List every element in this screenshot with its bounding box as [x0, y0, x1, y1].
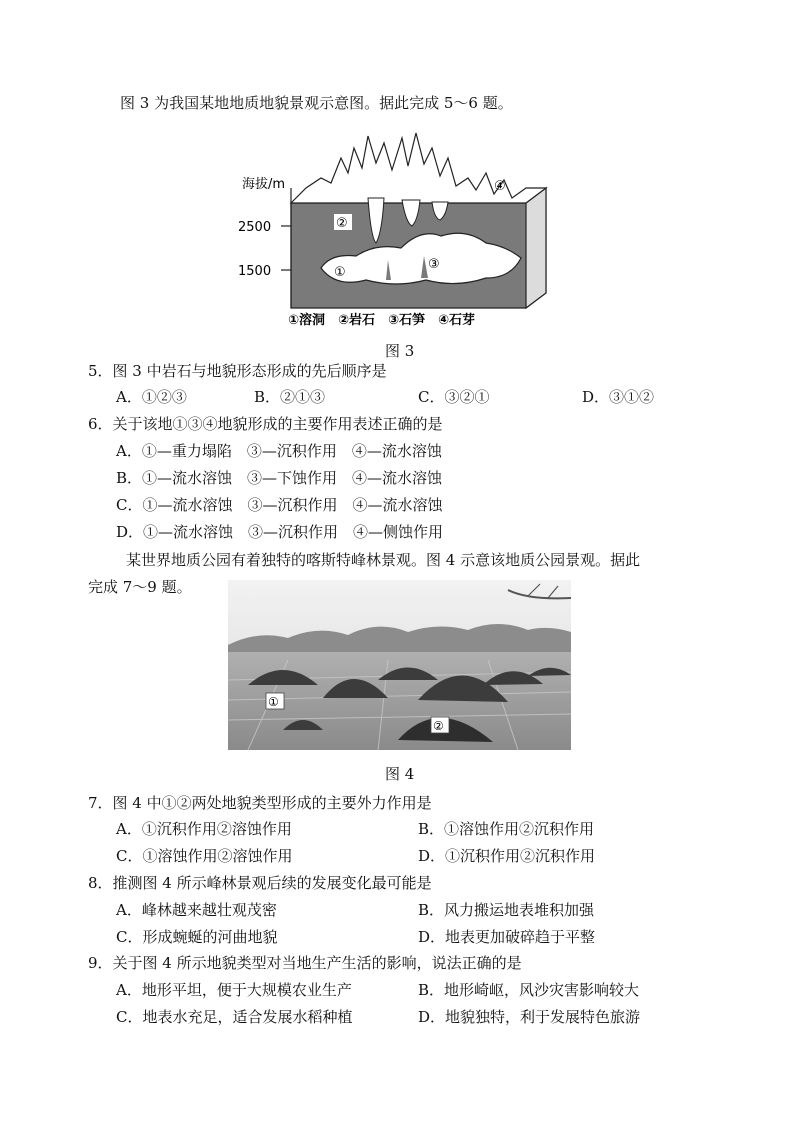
- question-9-stem: 9．关于图 4 所示地貌类型对当地生产生活的影响，说法正确的是: [88, 954, 522, 972]
- block-side-face: [526, 188, 546, 308]
- q7-option-b[interactable]: B．①溶蚀作用②沉积作用: [418, 820, 595, 838]
- marker-2: ②: [336, 216, 348, 231]
- figure-4-photo: [228, 580, 571, 750]
- intro-2-line-1: 某世界地质公园有着独特的喀斯特峰林景观。图 4 示意该地质公园景观。据此: [126, 551, 641, 569]
- tick-1500: 1500: [238, 264, 272, 279]
- q9-option-a[interactable]: A．地形平坦，便于大规模农业生产: [116, 981, 352, 999]
- question-6-stem: 6．关于该地①③④地貌形成的主要作用表述正确的是: [88, 415, 443, 433]
- q7-option-a[interactable]: A．①沉积作用②溶蚀作用: [116, 820, 292, 838]
- marker-4: ④: [494, 179, 506, 194]
- question-5-stem: 5．图 3 中岩石与地貌形态形成的先后顺序是: [88, 362, 387, 380]
- q9-option-b[interactable]: B．地形崎岖，风沙灾害影响较大: [418, 981, 640, 999]
- q6-option-a[interactable]: A．①—重力塌陷 ③—沉积作用 ④—流水溶蚀: [116, 442, 442, 460]
- marker-3: ③: [428, 257, 440, 272]
- fig4-marker-2: ②: [433, 719, 444, 733]
- question-7-stem: 7．图 4 中①②两处地貌类型形成的主要外力作用是: [88, 794, 432, 812]
- q8-option-d[interactable]: D．地表更加破碎趋于平整: [418, 928, 596, 946]
- q6-option-d[interactable]: D．①—流水溶蚀 ③—沉积作用 ④—侧蚀作用: [116, 523, 444, 541]
- q8-option-a[interactable]: A．峰林越来越壮观茂密: [116, 901, 277, 919]
- q7-option-d[interactable]: D．①沉积作用②沉积作用: [418, 847, 596, 865]
- q5-option-c[interactable]: C．③②①: [418, 388, 490, 406]
- q5-option-b[interactable]: B．②①③: [254, 388, 326, 406]
- figure-3-caption: 图 3: [385, 342, 415, 360]
- q5-option-d[interactable]: D．③①②: [582, 388, 655, 406]
- intro-2-line-2: 完成 7～9 题。: [88, 578, 192, 596]
- q8-option-c[interactable]: C．形成蜿蜒的河曲地貌: [116, 928, 278, 946]
- q9-option-d[interactable]: D．地貌独特，利于发展特色旅游: [418, 1008, 641, 1026]
- tick-2500: 2500: [238, 220, 272, 235]
- q9-option-c[interactable]: C．地表水充足，适合发展水稻种植: [116, 1008, 353, 1026]
- figure-4-caption: 图 4: [385, 765, 415, 783]
- q5-option-a[interactable]: A．①②③: [116, 388, 187, 406]
- fig4-marker-1: ①: [268, 695, 279, 709]
- q7-option-c[interactable]: C．①溶蚀作用②溶蚀作用: [116, 847, 293, 865]
- q6-option-b[interactable]: B．①—流水溶蚀 ③—下蚀作用 ④—流水溶蚀: [116, 469, 443, 487]
- intro-text: 图 3 为我国某地地质地貌景观示意图。据此完成 5～6 题。: [120, 94, 513, 112]
- question-8-stem: 8．推测图 4 所示峰林景观后续的发展变化最可能是: [88, 874, 432, 892]
- figure-3-diagram: [236, 128, 556, 328]
- figure-3-legend: ①溶洞 ②岩石 ③石笋 ④石芽: [288, 313, 476, 328]
- karst-peaks: [291, 133, 546, 203]
- q6-option-c[interactable]: C．①—流水溶蚀 ③—沉积作用 ④—流水溶蚀: [116, 496, 443, 514]
- y-axis-label: 海拔/m: [242, 177, 286, 192]
- q8-option-b[interactable]: B．风力搬运地表堆积加强: [418, 901, 595, 919]
- marker-1: ①: [334, 265, 346, 280]
